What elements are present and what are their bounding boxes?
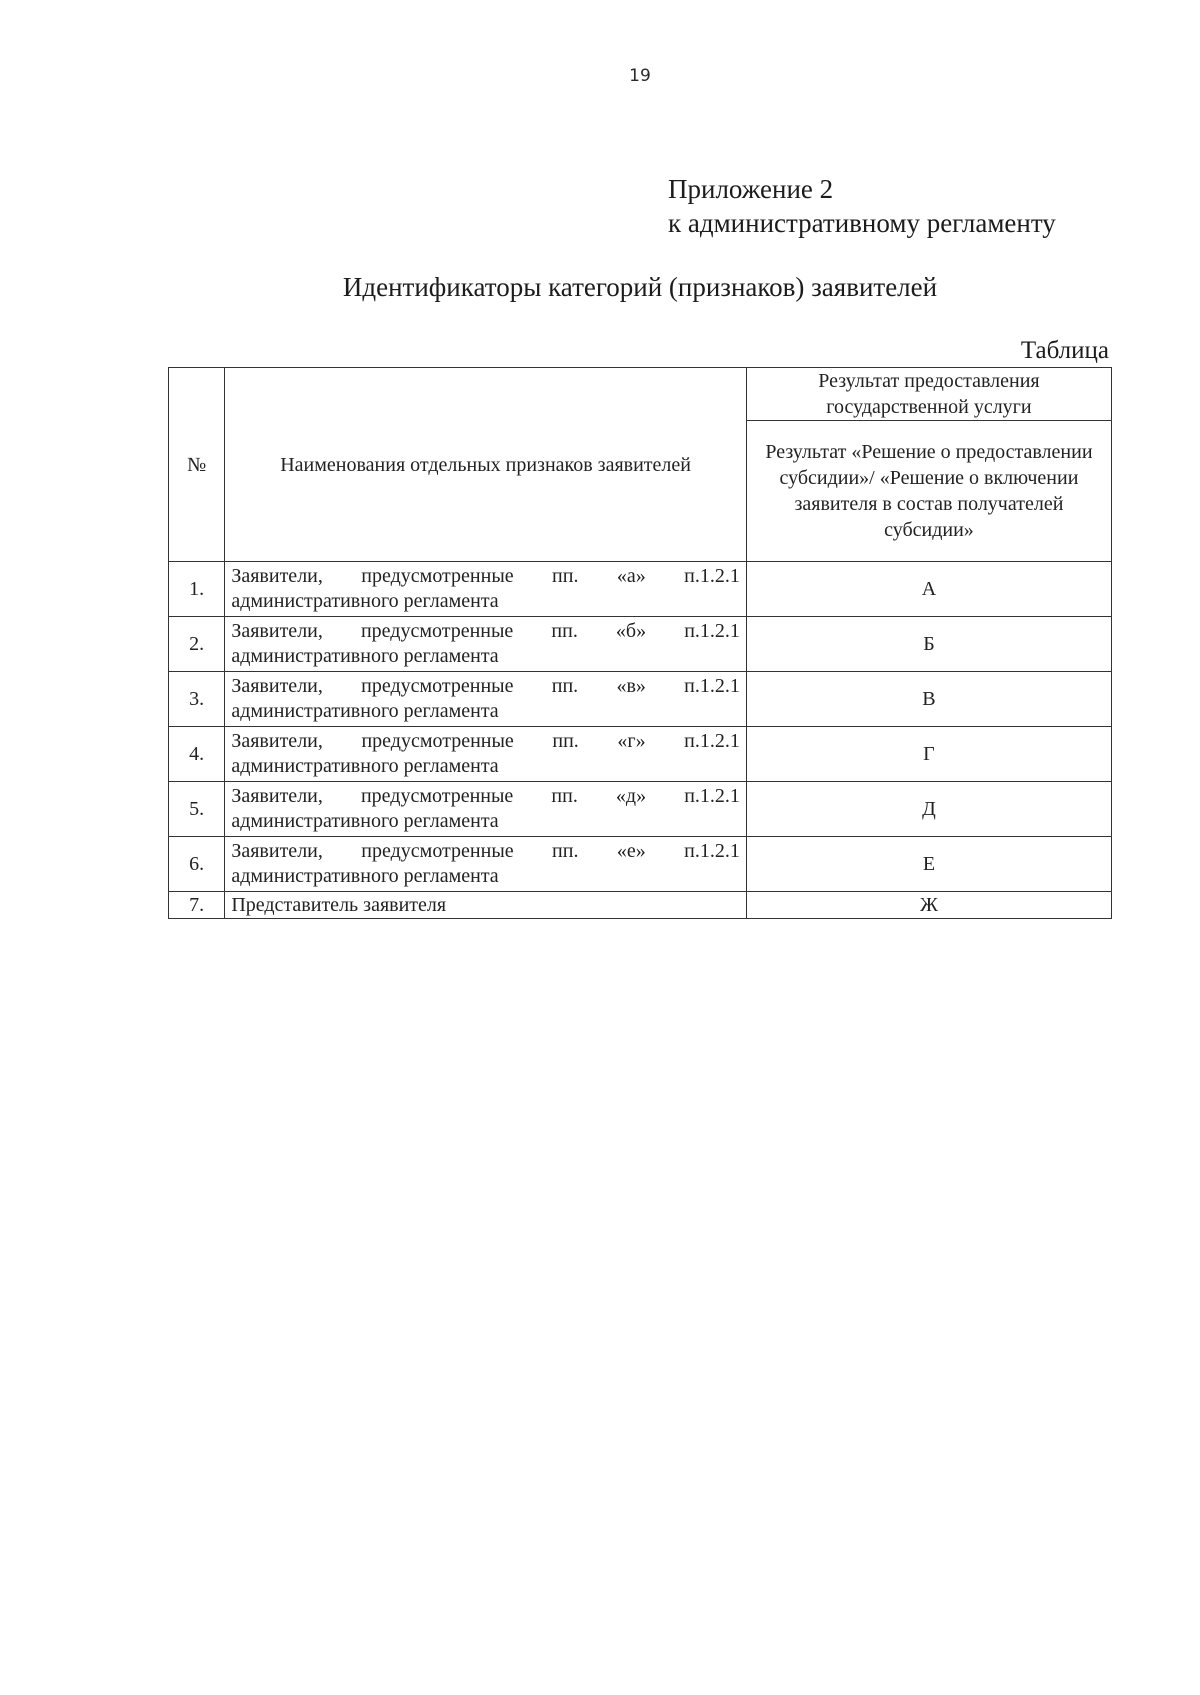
row-name: Заявители, предусмотренные пп. «д» п.1.2.1 административного регламента — [225, 782, 747, 837]
row-result: В — [746, 672, 1111, 727]
appendix-line-2: к административному регламенту — [668, 208, 1056, 238]
row-name: Заявители, предусмотренные пп. «а» п.1.2.1 административного регламента — [225, 562, 747, 617]
identifiers-table — [168, 367, 1112, 919]
table-row — [169, 727, 1112, 782]
header-num: № — [169, 368, 225, 562]
row-name: Представитель заявителя — [225, 892, 747, 919]
row-name: Заявители, предусмотренные пп. «в» п.1.2.1 административного регламента — [225, 672, 747, 727]
table-row — [169, 617, 1112, 672]
row-name: Заявители, предусмотренные пп. «г» п.1.2.1 административного регламента — [225, 727, 747, 782]
row-result: Ж — [746, 892, 1111, 919]
header-result-group: Результат предоставления государственной услуги — [746, 368, 1111, 421]
row-number: 4. — [169, 727, 225, 782]
table-caption: Таблица — [1020, 337, 1109, 364]
appendix-header — [668, 172, 1056, 240]
row-number: 6. — [169, 837, 225, 892]
row-number: 1. — [169, 562, 225, 617]
header-result-sub: Результат «Решение о предоставлении субсидии»/ «Решение о включении заявителя в состав получателей субсидии» — [746, 421, 1111, 562]
row-number: 3. — [169, 672, 225, 727]
row-name: Заявители, предусмотренные пп. «е» п.1.2.1 административного регламента — [225, 837, 747, 892]
row-result: А — [746, 562, 1111, 617]
row-result: Б — [746, 617, 1111, 672]
table-header-row — [169, 368, 1112, 421]
table-row — [169, 562, 1112, 617]
document-title: Идентификаторы категорий (признаков) заявителей — [342, 272, 938, 302]
row-name: Заявители, предусмотренные пп. «б» п.1.2.1 административного регламента — [225, 617, 747, 672]
row-result: Г — [746, 727, 1111, 782]
row-number: 5. — [169, 782, 225, 837]
row-number: 2. — [169, 617, 225, 672]
page-number: 19 — [629, 66, 651, 86]
row-number: 7. — [169, 892, 225, 919]
table-row — [169, 837, 1112, 892]
row-result: Д — [746, 782, 1111, 837]
header-name: Наименования отдельных признаков заявителей — [225, 368, 747, 562]
row-result: Е — [746, 837, 1111, 892]
table-row — [169, 672, 1112, 727]
table-row — [169, 892, 1112, 919]
appendix-line-1: Приложение 2 — [668, 174, 834, 204]
table-row — [169, 782, 1112, 837]
